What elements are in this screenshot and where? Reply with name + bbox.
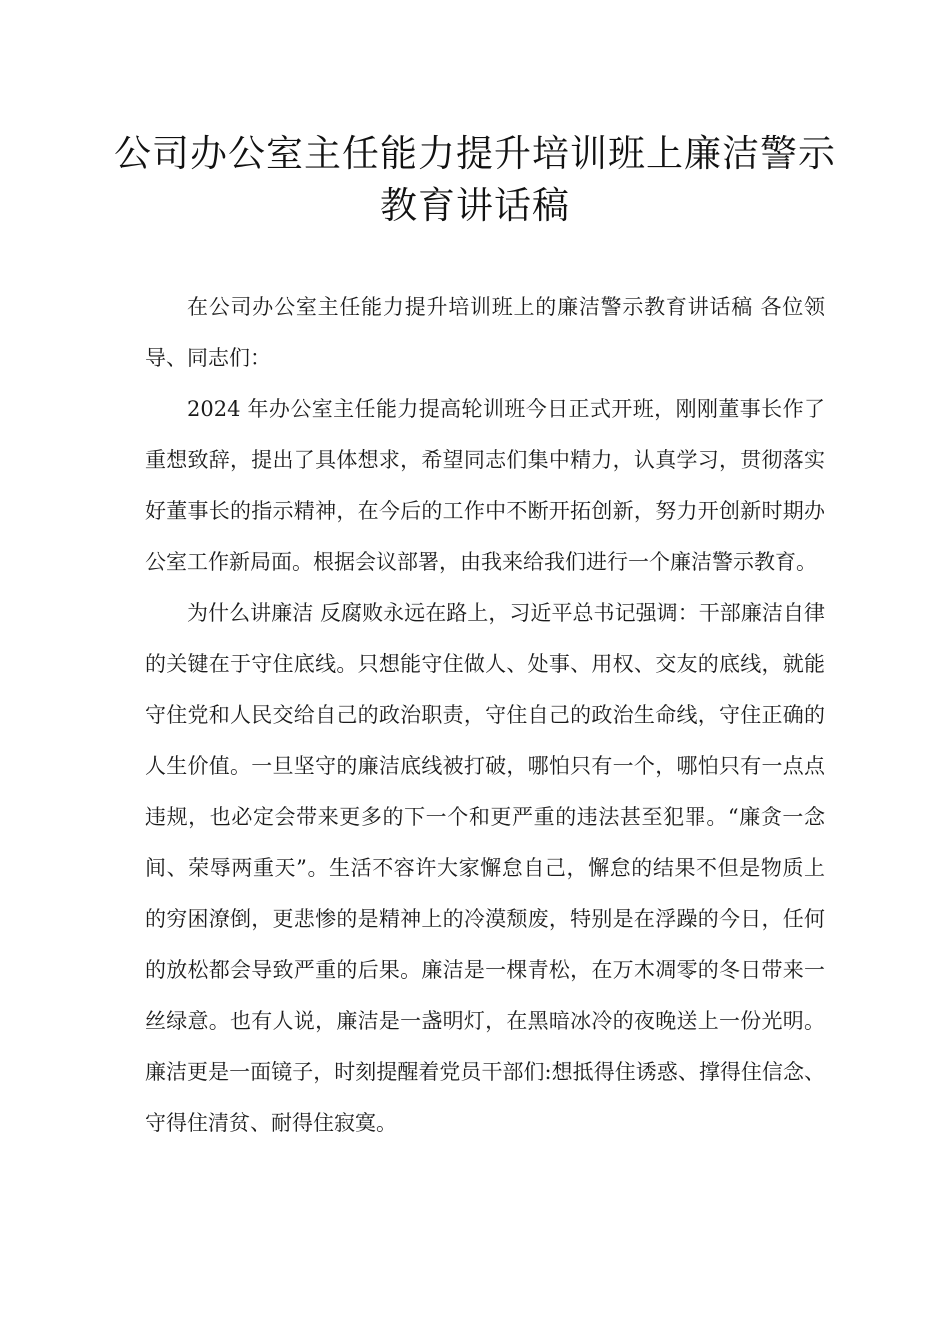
document-title: 公司办公室主任能力提升培训班上廉洁警示教育讲话稿 [114,132,836,227]
document-body [145,282,825,1149]
paragraph-opening: 2024 年办公室主任能力提高轮训班今日正式开班，刚刚董事长作了重想致辞，提出了具体想求，希望同志们集中精力，认真学习，贯彻落实好董事长的指示精神，在今后的工作中不断开拓创新，努力开创新时期办公室工作新局面。根据会议部署，由我来给我们进行一个廉洁警示教育。 [145,397,825,574]
paragraph-greeting: 在公司办公室主任能力提升培训班上的廉洁警示教育讲话稿 各位领导、同志们： [145,295,825,370]
paragraph-why-integrity: 为什么讲廉洁 反腐败永远在路上，习近平总书记强调：干部廉洁自律的关键在于守住底线。只想能守住做人、处事、用权、交友的底线，就能守住党和人民交给自己的政治职责，守住自己的政治生命线，守住正确的人生价值。一旦坚守的廉洁底线被打破，哪怕只有一个，哪怕只有一点点违规，也必定会带来更多的下一个和更严重的违法甚至犯罪。“廉贪一念间、荣辱两重天”。生活不容许大家懈怠自己，懈怠的结果不但是物质上的穷困潦倒，更悲惨的是精神上的冷漠颓废，特别是在浮躁的今日，任何的放松都会导致严重的后果。廉洁是一棵青松，在万木凋零的冬日带来一丝绿意。也有人说，廉洁是一盏明灯，在黑暗冰冷的夜晚送上一份光明。廉洁更是一面镜子，时刻提醒着党员干部们:想抵得住诱惑、撑得住信念、守得住清贫、耐得住寂寞。 [145,601,825,1135]
